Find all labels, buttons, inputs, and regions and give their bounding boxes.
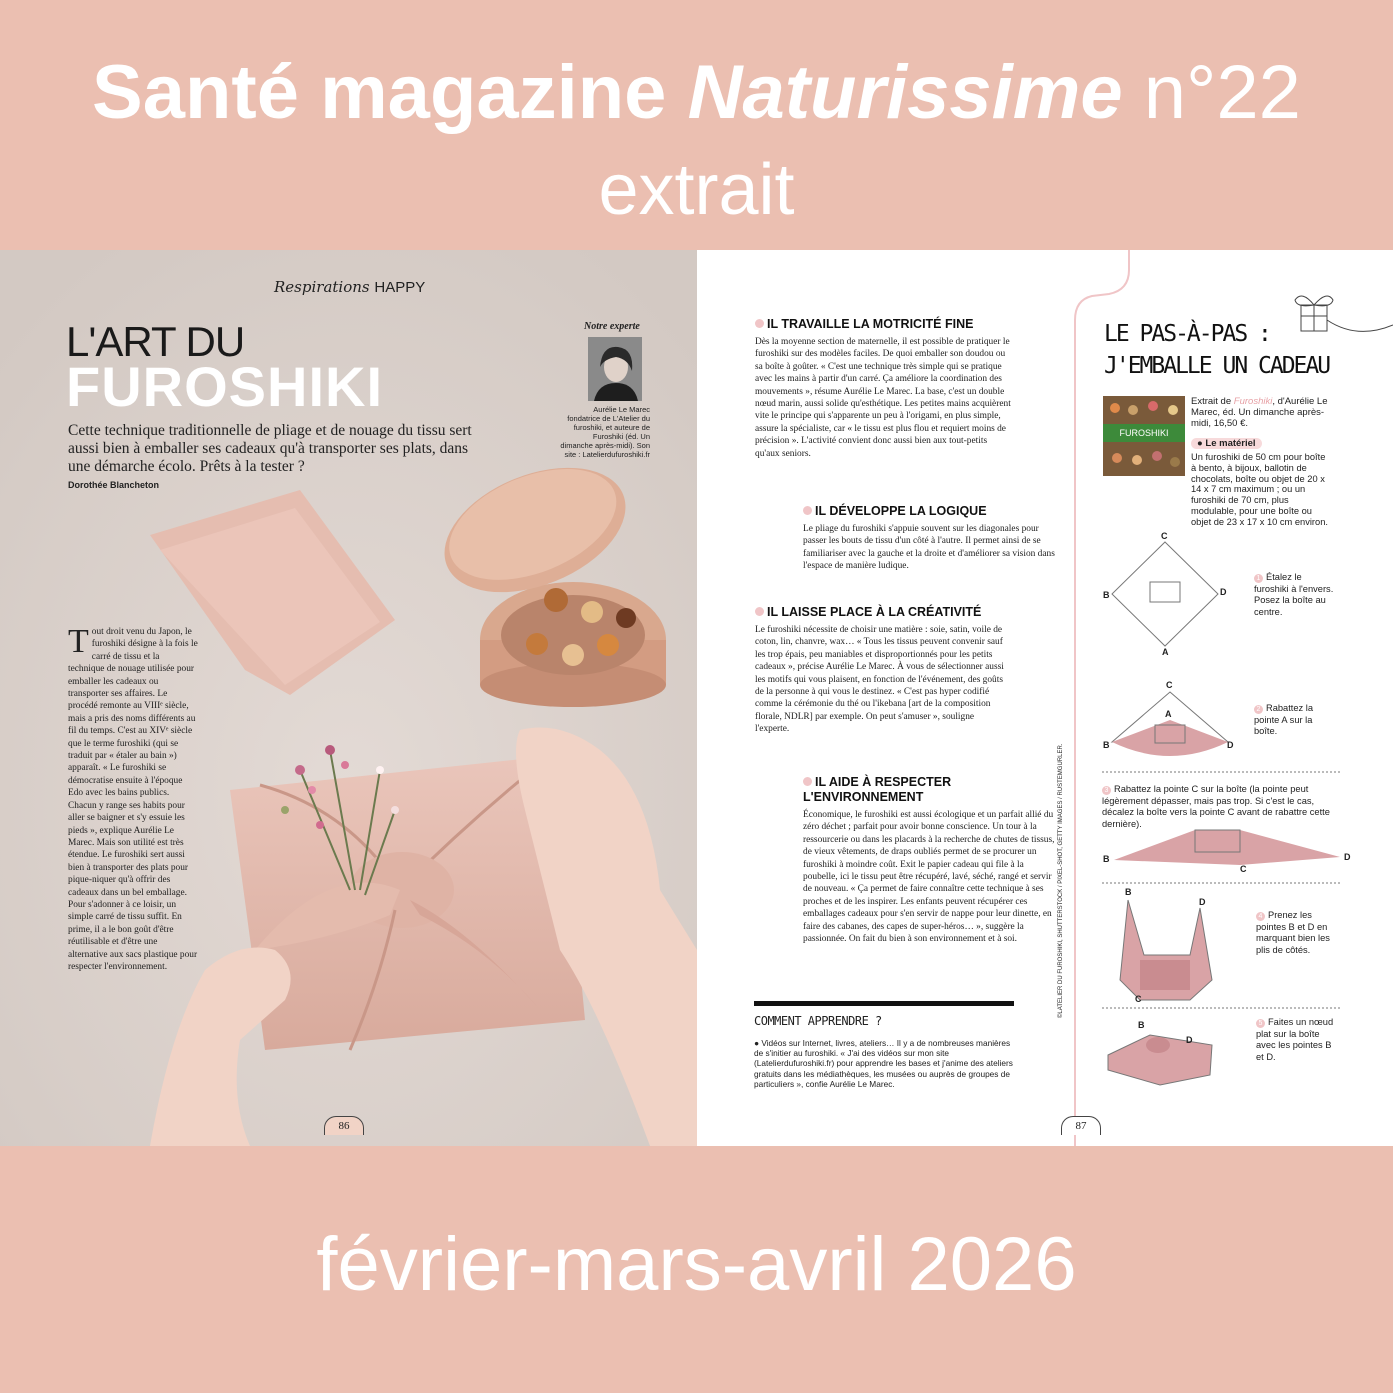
- expert-caption: Aurélie Le Marec fondatrice de L'Atelier du furoshiki, et auteure de Furoshiki (éd. Un dimanche après-midi). Son site : Latelierdufuroshiki.fr: [560, 405, 650, 459]
- how-title: COMMENT APPRENDRE ?: [754, 1014, 882, 1028]
- title-part-naturissime: Naturissime: [687, 50, 1123, 135]
- section-title: IL DÉVELOPPE LA LOGIQUE: [815, 504, 987, 518]
- step-text: Étalez le furoshiki à l'envers. Posez la boîte au centre.: [1254, 572, 1334, 617]
- extract-prefix: Extrait de: [1191, 396, 1234, 407]
- step-5: [1256, 1017, 1336, 1063]
- section-environnement: [803, 775, 1059, 945]
- step-title-line1: LE PAS-À-PAS :: [1104, 321, 1270, 347]
- step-number: 1: [1254, 574, 1263, 583]
- photo-credits: ©LATELIER DU FUROSHIKI, SHUTTERSTOCK / PIXEL-SHOT, GETTY IMAGES / RUSTEMGURLER.: [1058, 743, 1064, 1018]
- diagram-step-2: [1112, 692, 1228, 756]
- step-number: 5: [1256, 1019, 1265, 1028]
- diagram-step-1: [1112, 542, 1218, 646]
- diagram-step-5: [1108, 1035, 1212, 1085]
- issue-date: février-mars-avril 2026: [316, 1222, 1077, 1307]
- rubric-bold: HAPPY: [374, 279, 426, 296]
- step-number: 4: [1256, 912, 1265, 921]
- how-text: ● Vidéos sur Internet, livres, ateliers… Il y a de nombreuses manières de s'initier au furoshiki. « J'ai des vidéos sur mon site (Latelierdufuroshiki.fr) pour apprendre les bases et j'anime des ateliers gratuits dans les médiathèques, les musées ou auprès de groupes de particuliers », confie Aurélie Le Marec.: [754, 1038, 1013, 1089]
- section-text: Le furoshiki nécessite de choisir une matière : soie, satin, voile de coton, lin, chanvre, wax… « Tous les tissus peuvent convenir sauf les trop épais, peu maniables et disproportionnés pour les petits cadeaux », précise Aurélie Le Marec. À vous de sélectionner aussi les motifs qui vous plaisent, en fonction de l'événement, des goûts de la personne à qui vous le destinez. « C'est pas hyper codifié comme la cérémonie du thé ou l'ikebana [art de la composition florale, NDLR] par exemple. On peut s'amuser », souligne l'experte.: [755, 625, 1004, 735]
- left-page: [0, 250, 697, 1146]
- label-b: B: [1138, 1020, 1145, 1030]
- article-lead: Cette technique traditionnelle de pliage et de nouage du tissu sert aussi bien à emballer ses cadeaux qu'à transporter ses plats, dans une démarche écolo. Prêts à la tester ?: [68, 422, 472, 475]
- book-title: FUROSHIKI: [1103, 424, 1185, 442]
- banner-subtitle: extrait: [598, 150, 795, 230]
- dropcap: T: [68, 623, 89, 660]
- label-d: D: [1199, 897, 1206, 907]
- body-column-left: [68, 623, 198, 973]
- materiel-text: Un furoshiki de 50 cm pour boîte à bento, à bijoux, ballotin de chocolats, boîte ou objet de 20 x 14 x 7 cm maximum ; ou un furoshiki de 70 cm, plus modulable, pour une boîte ou objet de 23 x 17 x 10 cm environ.: [1191, 452, 1328, 527]
- section-logique: [803, 504, 1059, 573]
- article-title-line2: FUROSHIKI: [66, 355, 383, 418]
- section-text: Dès la moyenne section de maternelle, il est possible de pratiquer le furoshiki sur des modèles faciles. De quoi emballer son doudou ou sa boîte à goûter. « C'est une technique très simple qui se pratique avec les mains à partir d'un carré. Ça améliore la coordination des mouvements », résume Aurélie Le Marec. La base, c'est un double nœud marin, aussi solide qu'esthétique. Les petites mains acquièrent vite le principe qui s'apparente un peu à l'origami, en plus simple, assure la spécialiste, car « le tissu est plus flou et requiert moins de précision ». L'activité convient donc aussi bien aux tout-petits qu'aux seniors.: [755, 337, 1011, 459]
- extract-book-name: Furoshiki: [1233, 396, 1273, 407]
- section-title: IL LAISSE PLACE À LA CRÉATIVITÉ: [767, 605, 982, 619]
- step-text: Rabattez la pointe C sur la boîte (la pointe peut légèrement dépasser, mais pas trop. Si c'est le cas, décalez la boîte vers la pointe C avant de rabattre cette dernière).: [1102, 784, 1330, 829]
- how-divider: [754, 1001, 1014, 1006]
- section-creativite: [755, 605, 1007, 736]
- diagram-step-4: [1120, 900, 1212, 1000]
- body-text: out droit venu du Japon, le furoshiki désigne à la fois le carré de tissu et la technique de nouage utilisée pour emballer les cadeaux ou transporter ses affaires. Le procédé remonte au VIIIᵉ siècle, mais a pris des noms différents au fil du temps. C'est au XIVᵉ siècle que le terme furoshiki (qui se traduit par « étaler au bain ») apparaît. « Le furoshiki se démocratise ensuite à l'époque Edo avec les bains publics. Chacun y range ses habits pour aller se baigner et s'y essuie les pieds », explique Aurélie Le Marec. Mais son utilité est très étendue. Le furoshiki sert aussi bien à transporter des plats pour pique-niquer qu'à offrir des cadeaux dans un bel emballage. Pour s'adonner à ce loisir, un simple carré de tissu suffit. En prime, il a le bon goût d'être réutilisable et d'être une alternative aux sacs plastique pour respecter l'environnement.: [68, 627, 198, 972]
- label-d: D: [1344, 852, 1351, 862]
- expert-label: Notre experte: [584, 321, 640, 332]
- step-number: 2: [1254, 705, 1263, 714]
- title-part-issue: n°22: [1122, 50, 1301, 135]
- title-part-magazine: Santé magazine: [92, 50, 688, 135]
- step-text: Rabattez la pointe A sur la boîte.: [1254, 703, 1314, 737]
- step-number: 3: [1102, 786, 1111, 795]
- section-text: Le pliage du furoshiki s'appuie souvent sur les diagonales pour passer les bouts de tissu d'un côté à l'autre. Il permet ainsi de se familiariser avec la gauche et la droite et d'améliorer sa vision dans l'espace de manière ludique.: [803, 524, 1055, 572]
- byline: Dorothée Blancheton: [68, 480, 160, 490]
- expert-photo: [588, 337, 642, 401]
- label-d: D: [1220, 587, 1227, 597]
- extract-suffix: , d'Aurélie Le Marec, éd. Un dimanche après-midi, 16,50 €.: [1191, 396, 1328, 429]
- section-title: IL AIDE À RESPECTER L'ENVIRONNEMENT: [803, 775, 952, 804]
- step-title-line2: J'EMBALLE UN CADEAU: [1104, 353, 1330, 379]
- step-3: [1102, 784, 1330, 830]
- step-text: Prenez les pointes B et D en marquant bien les plis de côtés.: [1256, 910, 1330, 955]
- label-b: B: [1103, 854, 1110, 864]
- label-c: C: [1135, 994, 1142, 1004]
- label-c: C: [1161, 531, 1168, 541]
- page-number-right: 87: [1061, 1116, 1101, 1135]
- label-a: A: [1162, 647, 1169, 657]
- step-1: [1254, 572, 1334, 618]
- book-cover: [1103, 396, 1185, 476]
- materiel-label: ● Le matériel: [1191, 438, 1262, 449]
- page-number-left: 86: [324, 1116, 364, 1135]
- section-title: IL TRAVAILLE LA MOTRICITÉ FINE: [767, 317, 974, 331]
- label-b: B: [1103, 590, 1110, 600]
- label-c: C: [1240, 864, 1247, 874]
- rubric-italic: Respirations: [274, 278, 370, 296]
- label-a: A: [1165, 709, 1172, 719]
- step-2: [1254, 703, 1334, 738]
- label-b: B: [1103, 740, 1110, 750]
- step-4: [1256, 910, 1336, 956]
- step-text: Faites un nœud plat sur la boîte avec les pointes B et D.: [1256, 1017, 1334, 1062]
- label-d: D: [1186, 1035, 1193, 1045]
- step-by-step-title: [1104, 318, 1329, 382]
- banner-title: [0, 50, 1393, 136]
- diagram-step-3: [1114, 830, 1340, 865]
- label-d: D: [1227, 740, 1234, 750]
- materiel-label-text: Le matériel: [1205, 438, 1256, 449]
- section-text: Économique, le furoshiki est aussi écologique et un parfait allié du zéro déchet ; parfait pour avoir bonne conscience. Un tour à la ressourcerie ou dans les placards à la recherche de chutes de tissus, de vieux vêtements, de draps oubliés permet de se procurer un furoshiki à moindre coût. Exit le papier cadeau qui file à la poubelle, ici le tissu peut être récupéré, lavé, séché, rangé et servir de nouveau. « Ça permet de faire connaître cette technique à ses proches et de les inspirer. Les enfants peuvent récupérer ces emballages cadeaux pour s'en servir de nappe pour leur dinette, en faire des cabanes, des capes de super-héros… », suggère la passionnée. On fait du bien à son environnement et à soi.: [803, 810, 1055, 945]
- article-title-line1: L'ART DU: [66, 318, 245, 365]
- label-b: B: [1125, 887, 1132, 897]
- label-c: C: [1166, 680, 1173, 690]
- book-extract: [1191, 396, 1341, 429]
- section-motricite: [755, 317, 1013, 460]
- rubric: [274, 278, 425, 296]
